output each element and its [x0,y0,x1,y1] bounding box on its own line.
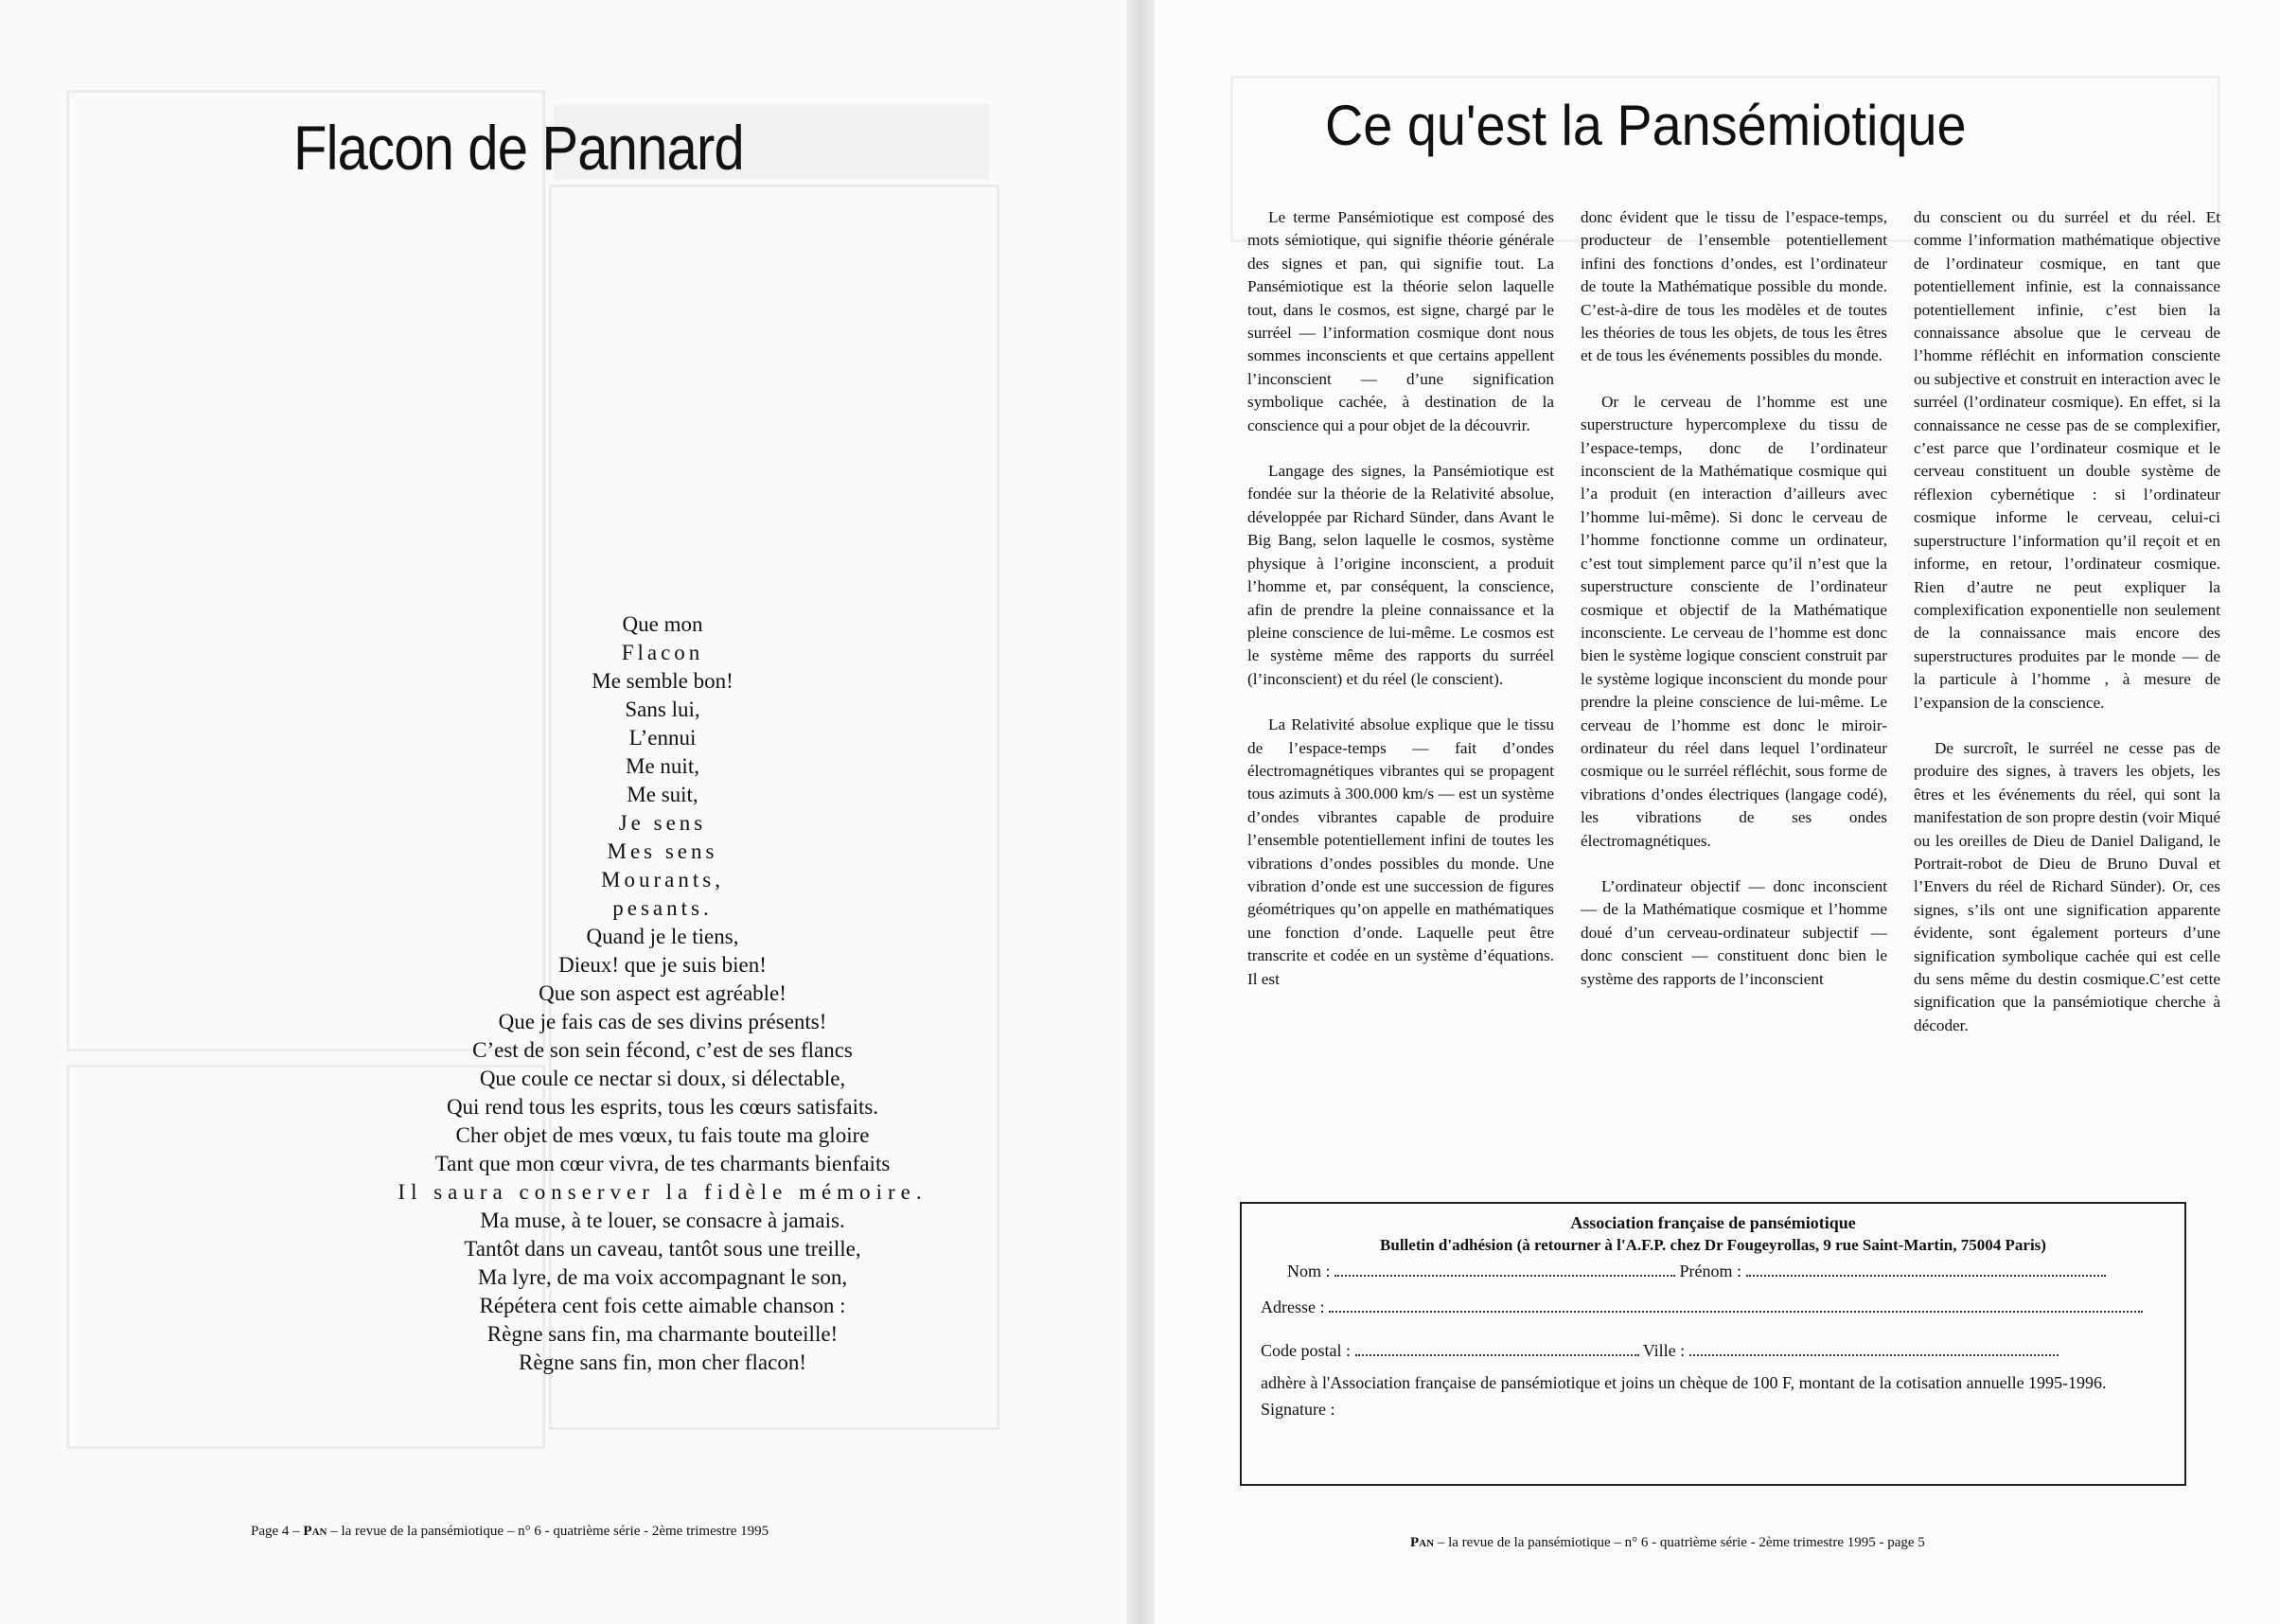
poem-line: Tant que mon cœur vivra, de tes charmants bienfaits [434,1152,891,1175]
page-footer-right [1410,1535,2073,1551]
article-paragraph: Le terme Pansémiotique est composé des mots sémiotique, qui signifie théorie générale des signes et pan, qui signifie tout. La Pansémiotique est la théorie selon laquelle tout, dans le cosmos, est signe, chargé par le surréel — l’information cosmique dont nous sommes inconscients et que certains appellent l’inconscient — d’une signification symbolique cachée, à destination de la conscience qui a pour objet de la découvrir. [1247,208,1554,434]
membership-form [1240,1202,2186,1486]
article-paragraph: L’ordinateur objectif — donc inconscient — de la Mathématique cosmique et l’homme doué d’un cerveau-ordinateur subjectif — donc conscient — constituent donc bien le système des rapports de l’inconscient [1581,876,1887,988]
poem-line: Il saura conserver la fidèle mémoire. [398,1180,928,1204]
article-paragraph: De surcroît, le surréel ne cesse pas de produire des signes, à travers les objets, les êtres et les événements du réel, qui sont la manifestation de son propre destin (voir Miqué ou les oreilles de Dieu de Daniel Daligand, le Portrait-robot de Dieu de Bruno Duval et l’Envers du réel de Richard Sünder). Or, ces signes, s’ils ont une signification apparente évidente, sont également porteurs d’une signification symbolique cachée qui est celle du sens même du destin cosmique.C’est cette signification que la pansémiotique cherche à décoder. [1914,738,2220,1034]
postal-row [1261,1336,2165,1365]
signature-row [1261,1395,2165,1423]
footer-text: – la revue de la pansémiotique – n° 6 - quatrième série - 2ème trimestre 1995 - page 5 [1434,1535,1925,1550]
code-postal-label: Code postal : [1261,1341,1351,1360]
adresse-label: Adresse : [1261,1297,1325,1316]
article-column-1 [1247,206,1554,1060]
article-paragraph: Or le cerveau de l’homme est une superstructure hypercomplexe du tissu de l’espace-temps, donc de l’ordinateur inconscient de la Mathématique cosmique qui l’a produit (en interaction d’ailleurs avec l’homme lui-même). Si donc le cerveau de l’homme fonctionne comme un ordinateur, c’est tout simplement parce qu’il n’est que la superstructure consciente de l’ordinateur cosmique et objectif de la Mathématique inconsciente. Le cerveau de l’homme est donc bien le système logique conscient construit par le système logique inconscient du monde pour prendre la pleine conscience de lui-même. Le cerveau de l’homme est donc le miroir-ordinateur du réel dans lequel l’ordinateur cosmique ou le surréel réfléchit, sous forme de vibrations d’ondes électriques (langage codé), les vibrations de ses ondes électromagnétiques. [1581,392,1887,850]
footer-page-prefix: Page 4 – [251,1524,304,1539]
poem-text [237,610,1088,1377]
footer-pan: Pan [1410,1535,1435,1550]
form-heading: Association française de pansémiotique [1570,1213,1856,1232]
ville-label: Ville : [1642,1341,1686,1360]
poem-line: Flacon [621,641,704,664]
nom-label: Nom : [1287,1262,1331,1280]
poem-line: Que je fais cas de ses divins présents! [498,1010,827,1033]
article-column-2 [1581,206,1887,1060]
poem-line: C’est de son sein fécond, c’est de ses flancs [472,1038,853,1062]
right-page [1155,0,2280,1624]
page-gutter [1126,0,1155,1624]
poem-line: Règne sans fin, ma charmante bouteille! [486,1322,839,1346]
poem-line: Que son aspect est agréable! [539,981,787,1005]
poem-line: Tantôt dans un caveau, tantôt sous une treille, [464,1237,861,1261]
poem-line: Sans lui, [625,697,700,721]
poem-line: Que mon [622,612,703,636]
article-paragraph: Langage des signes, la Pansémiotique est fondée sur la théorie de la Relativité absolue, développée par Richard Sünder, dans Avant le Big Bang, selon laquelle le cosmos, système physique à l’origine inconscient, a produit l’homme et, par conséquent, la conscience, afin de prendre la pleine connaissance et la pleine conscience de lui-même. Le cosmos est le système même des rapports du surréel (l’inconscient) et du réel (le conscient). [1247,462,1554,688]
poem-line: Ma muse, à te louer, se consacre à jamais. [480,1209,845,1232]
poem-line: Me semble bon! [592,669,733,693]
nom-field[interactable] [1334,1258,1675,1277]
article-paragraph: donc évident que le tissu de l’espace-temps, producteur de l’ensemble potentiellement infini des fonctions d’ondes, est l’ordinateur de toute la Mathématique possible du monde. C’est-à-dire de tous les modèles et de toutes les théories de tous les objets, de tous les êtres et de tous les événements possibles du monde. [1581,208,1887,365]
left-page [0,0,1126,1624]
poem-line: Je sens [618,811,707,835]
poem-line: Qui rend tous les esprits, tous les cœurs satisfaits. [446,1095,879,1119]
poem-line: Mes sens [607,839,718,863]
name-row [1261,1257,2165,1285]
address-row [1261,1293,2165,1321]
poem-line: Quand je le tiens, [586,925,739,948]
prenom-label: Prénom : [1679,1262,1742,1280]
poem-title: Flacon de Pannard [293,113,744,183]
ville-field[interactable] [1689,1337,2059,1356]
poem-line: Répétera cent fois cette aimable chanson : [479,1294,846,1317]
footer-text: – la revue de la pansémiotique – n° 6 - quatrième série - 2ème trimestre 1995 [327,1524,769,1539]
code-postal-field[interactable] [1355,1337,1639,1356]
form-subheading: Bulletin d'adhésion (à retourner à l'A.F.P. chez Dr Fougeyrollas, 9 rue Saint-Martin, 75004 Paris) [1380,1236,2046,1254]
adhesion-text: adhère à l'Association française de pansémiotique et joins un chèque de 100 F, montant de la cotisation annuelle 1995-1996. [1261,1373,2107,1392]
poem-line: Cher objet de mes vœux, tu fais toute ma gloire [455,1123,870,1147]
article-columns [1247,206,2251,1060]
poem-line: Me suit, [627,783,698,806]
poem-line: pesants. [612,896,713,920]
article-paragraph: du conscient ou du surréel et du réel. Et comme l’information mathématique objective de l’ordinateur cosmique, en tant que potentiellement infinie, est la connaissance potentiellement infinie, c’est bien la connaissance absolue que le cerveau de l’homme réfléchit en information consciente ou subjective et construit en interaction avec le surréel (l’ordinateur cosmique). En effet, si la connaissance ne cesse pas de se complexifier, c’est parce que l’ordinateur cosmique et le cerveau constituent un double système de réflexion cybernétique : si l’ordinateur cosmique informe le cerveau, celui-ci superstructure l’information qu’il reçoit et en informe, en retour, l’ordinateur cosmique. Rien d’autre ne peut expliquer la complexification exponentielle non seulement de la connaissance mais encore des superstructures produites par le monde — de la particule à l’homme , à mesure de l’expansion de la conscience. [1914,208,2220,712]
page-footer-left [251,1524,913,1540]
adresse-field[interactable] [1329,1294,2143,1313]
signature-label: Signature : [1261,1400,1335,1419]
footer-pan: Pan [303,1524,327,1539]
poem-line: Mourants, [601,868,724,891]
article-title: Ce qu'est la Pansémiotique [1325,94,1967,157]
poem-line: L’ennui [628,726,697,750]
poem-line: Dieux! que je suis bien! [558,953,767,977]
poem-line: Règne sans fin, mon cher flacon! [518,1350,806,1374]
poem-line: Me nuit, [626,754,699,778]
prenom-field[interactable] [1746,1258,2106,1277]
article-column-3 [1914,206,2220,1060]
poem-line: Que coule ce nectar si doux, si délectable, [479,1067,846,1090]
poem-line: Ma lyre, de ma voix accompagnant le son, [477,1265,848,1289]
article-paragraph: La Relativité absolue explique que le tissu de l’espace-temps — fait d’ondes électromagnétiques vibrantes qui se propagent tous azimuts à 300.000 km/s — est un système d’ondes vibrantes capable de produire l’ensemble potentiellement infini de toutes les vibrations d’ondes possibles du monde. Une vibration d’onde est une succession de figures géométriques qu’on appelle en mathématiques une fonction d’onde. Laquelle peut être transcrite et codée en un système d’équations. Il est [1247,715,1554,988]
